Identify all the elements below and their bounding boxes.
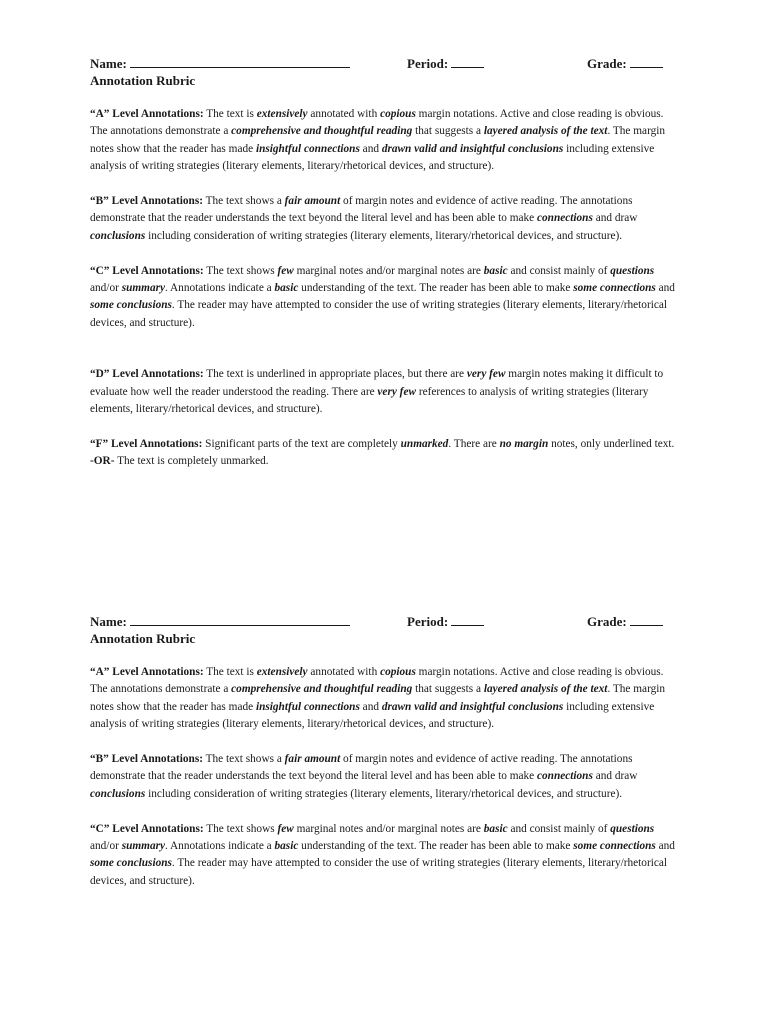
level-b-text: The text shows a xyxy=(202,753,285,766)
level-a-text: including extensive analysis of writing strategies (literary elements, literary/rhetorical devices, and structure). xyxy=(90,700,655,731)
rubric-title: Annotation Rubric xyxy=(90,73,196,88)
level-c-text: understanding of the text. The reader has been able to make xyxy=(298,840,574,853)
level-f-heading: “F” Level Annotations: xyxy=(90,437,203,450)
name-blank-line[interactable] xyxy=(130,55,350,68)
level-a-text: . The margin notes show that the reader has made xyxy=(90,125,666,155)
level-c-text: marginal notes and/or marginal notes are xyxy=(293,822,484,835)
level-b-emphasis: connections xyxy=(537,770,593,783)
name-field xyxy=(90,55,350,72)
level-b-paragraph xyxy=(90,751,678,803)
level-b-text: The text shows a xyxy=(202,195,285,208)
level-f-emphasis: unmarked xyxy=(400,437,449,450)
level-f-text: notes, only underlined text. xyxy=(548,437,675,450)
level-c-text: . The reader may have attempted to consider the use of writing strategies (literary elements, literary/rhetorical devices, and structure). xyxy=(90,857,668,887)
level-a-text: that suggests a xyxy=(412,125,484,138)
period-field xyxy=(407,613,484,630)
level-a-emphasis: drawn valid and insightful conclusions xyxy=(381,142,564,155)
level-a-emphasis: insightful connections xyxy=(255,142,360,155)
level-a-emphasis: extensively xyxy=(256,666,308,678)
name-label: Name: xyxy=(90,56,127,71)
level-c-text: The text shows xyxy=(203,264,278,277)
level-a-emphasis: extensively xyxy=(256,108,308,120)
level-d-emphasis: very few xyxy=(466,368,506,381)
level-a-heading: “A” Level Annotations: xyxy=(90,108,204,120)
level-a-paragraph xyxy=(90,664,678,734)
header-row xyxy=(90,613,678,630)
level-b-emphasis: conclusions xyxy=(90,229,146,242)
grade-blank-line[interactable] xyxy=(630,55,663,68)
grade-label: Grade: xyxy=(587,56,627,71)
grade-field xyxy=(587,613,663,630)
level-f-emphasis: no margin xyxy=(499,437,549,450)
header-row xyxy=(90,55,678,72)
level-a-text: annotated with xyxy=(307,666,381,678)
period-blank-line[interactable] xyxy=(451,613,484,626)
level-a-text: including extensive analysis of writing strategies (literary elements, literary/rhetorical devices, and structure). xyxy=(90,142,655,173)
level-c-text: . Annotations indicate a xyxy=(165,282,275,295)
rubric-copy-1 xyxy=(90,55,678,488)
level-f-text: The text is completely unmarked. xyxy=(114,455,269,468)
level-a-heading: “A” Level Annotations: xyxy=(90,666,204,678)
level-a-text: . The margin notes show that the reader has made xyxy=(90,683,666,713)
level-c-text: and xyxy=(655,282,675,295)
level-a-emphasis: copious xyxy=(380,108,416,120)
level-c-emphasis: questions xyxy=(610,822,655,835)
level-b-heading: “B” Level Annotations: xyxy=(90,195,203,208)
level-c-text: marginal notes and/or marginal notes are xyxy=(293,264,484,277)
level-a-text: margin notations. Active and close reading is obvious. The annotations demonstrate a xyxy=(90,666,664,696)
level-f-or-label: -OR- xyxy=(90,455,115,468)
name-blank-line[interactable] xyxy=(130,613,350,626)
level-c-text: understanding of the text. The reader has been able to make xyxy=(298,282,574,295)
level-a-emphasis: drawn valid and insightful conclusions xyxy=(381,700,564,713)
name-field xyxy=(90,613,350,630)
level-a-emphasis: layered analysis of the text xyxy=(483,683,608,696)
level-b-heading: “B” Level Annotations: xyxy=(90,753,203,766)
level-b-emphasis: fair amount xyxy=(284,195,341,208)
level-b-text: of margin notes and evidence of active reading. The annotations demonstrate that the reader understands the text beyond the literal level and has been able to make xyxy=(90,195,633,225)
level-a-text: The text is xyxy=(203,108,257,120)
period-label: Period: xyxy=(407,614,449,629)
level-c-emphasis: few xyxy=(277,264,294,277)
level-a-paragraph xyxy=(90,106,678,176)
level-a-text: and xyxy=(359,142,382,155)
level-a-emphasis: comprehensive and thoughtful reading xyxy=(231,125,413,138)
level-c-emphasis: some conclusions xyxy=(90,299,172,312)
level-c-emphasis: some conclusions xyxy=(90,857,172,870)
level-d-text: references to analysis of writing strategies (literary elements, literary/rhetorical devices, and structure). xyxy=(90,385,649,416)
level-c-paragraph xyxy=(90,821,678,891)
rubric-title: Annotation Rubric xyxy=(90,631,196,646)
level-c-emphasis: some connections xyxy=(573,282,656,295)
level-c-text: . Annotations indicate a xyxy=(165,840,275,853)
level-c-text: and consist mainly of xyxy=(507,264,611,277)
level-d-text: The text is underlined in appropriate places, but there are xyxy=(203,368,467,381)
level-a-emphasis: copious xyxy=(380,666,416,678)
level-b-text: including consideration of writing strategies (literary elements, literary/rhetorical devices, and structure). xyxy=(145,787,623,800)
level-c-text: and xyxy=(655,840,675,853)
level-b-text: and draw xyxy=(592,212,638,225)
period-blank-line[interactable] xyxy=(451,55,484,68)
level-c-text: and/or xyxy=(90,840,122,853)
grade-field xyxy=(587,55,663,72)
level-a-text: The text is xyxy=(203,666,257,678)
grade-blank-line[interactable] xyxy=(630,613,663,626)
level-c-text: and consist mainly of xyxy=(507,822,611,835)
level-c-text: The text shows xyxy=(203,822,278,835)
level-f-text: Significant parts of the text are completely xyxy=(202,437,401,450)
level-d-text: margin notes making it difficult to evaluate how well the reader understood the reading. There are xyxy=(90,368,664,398)
level-c-paragraph xyxy=(90,263,678,333)
level-f-paragraph xyxy=(90,436,678,471)
level-a-text: annotated with xyxy=(307,108,381,120)
level-c-emphasis: questions xyxy=(610,264,655,277)
level-c-emphasis: some connections xyxy=(573,840,656,853)
level-c-heading: “C” Level Annotations: xyxy=(90,264,204,277)
level-c-emphasis: basic xyxy=(483,264,508,277)
level-a-emphasis: layered analysis of the text xyxy=(483,125,608,138)
level-c-emphasis: basic xyxy=(274,282,299,295)
level-c-emphasis: basic xyxy=(274,840,299,853)
period-label: Period: xyxy=(407,56,449,71)
level-b-emphasis: fair amount xyxy=(284,753,341,766)
level-a-emphasis: insightful connections xyxy=(255,700,360,713)
level-b-text: and draw xyxy=(592,770,638,783)
level-f-text: . There are xyxy=(448,437,500,450)
period-field xyxy=(407,55,484,72)
level-c-heading: “C” Level Annotations: xyxy=(90,822,204,835)
level-d-paragraph xyxy=(90,366,678,418)
level-d-emphasis: very few xyxy=(377,385,416,398)
grade-label: Grade: xyxy=(587,614,627,629)
level-c-emphasis: basic xyxy=(483,822,508,835)
level-b-emphasis: connections xyxy=(537,212,593,225)
level-a-text: margin notations. Active and close reading is obvious. The annotations demonstrate a xyxy=(90,108,664,138)
level-c-emphasis: summary xyxy=(121,840,165,853)
level-d-heading: “D” Level Annotations: xyxy=(90,368,204,381)
level-a-text: and xyxy=(359,700,382,713)
level-c-emphasis: summary xyxy=(121,282,165,295)
level-b-paragraph xyxy=(90,193,678,245)
level-a-emphasis: comprehensive and thoughtful reading xyxy=(231,683,413,696)
level-c-text: . The reader may have attempted to consider the use of writing strategies (literary elements, literary/rhetorical devices, and structure). xyxy=(90,299,668,329)
level-b-text: including consideration of writing strategies (literary elements, literary/rhetorical devices, and structure). xyxy=(145,229,623,242)
level-c-text: and/or xyxy=(90,282,122,295)
rubric-copy-2 xyxy=(90,613,678,908)
level-c-emphasis: few xyxy=(277,822,294,835)
level-b-text: of margin notes and evidence of active reading. The annotations demonstrate that the reader understands the text beyond the literal level and has been able to make xyxy=(90,753,633,783)
level-a-text: that suggests a xyxy=(412,683,484,696)
level-b-emphasis: conclusions xyxy=(90,787,146,800)
name-label: Name: xyxy=(90,614,127,629)
